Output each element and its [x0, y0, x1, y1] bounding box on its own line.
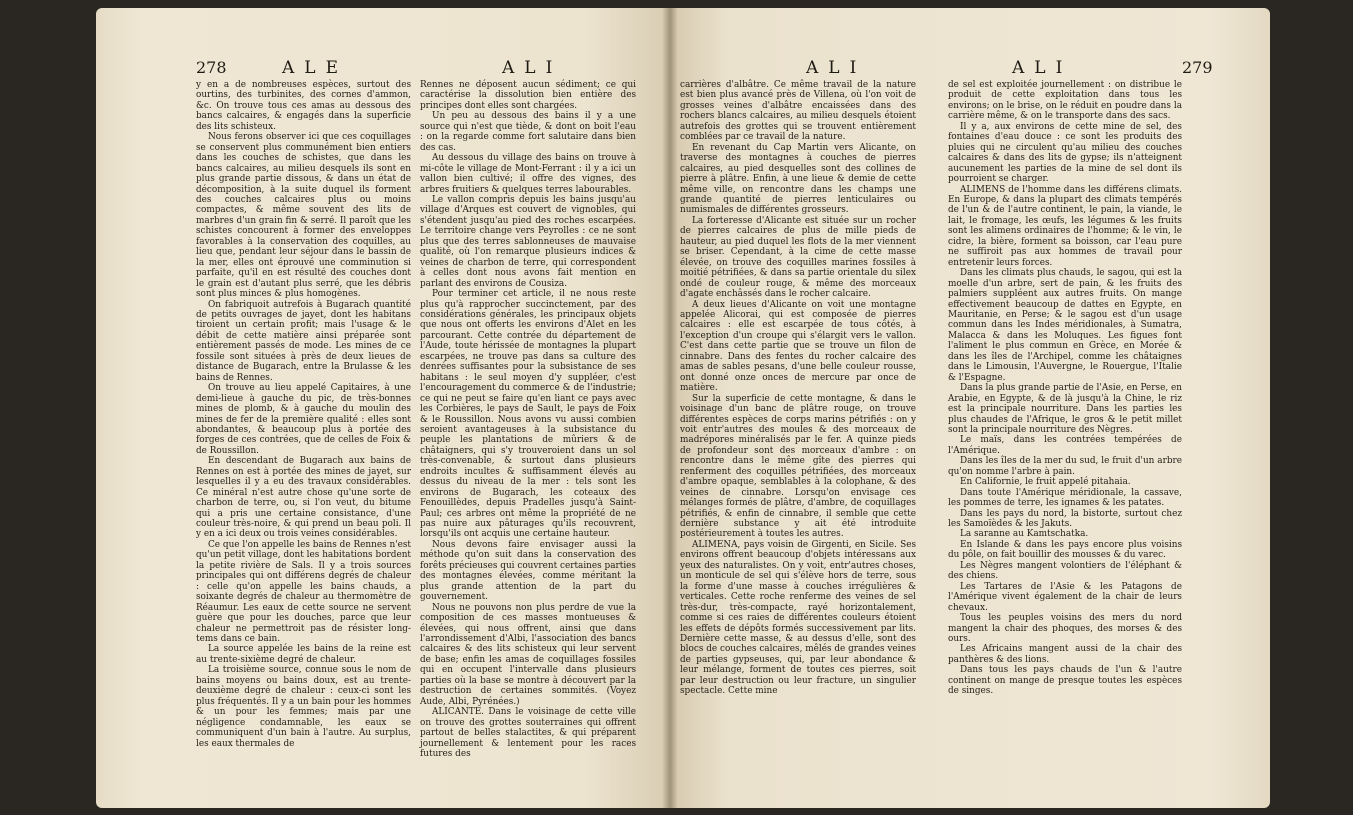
- paragraph: En Islande & dans les pays encore plus voisins du pôle, on fait bouillir des mousses & du varec.: [948, 539, 1182, 561]
- paragraph: y en a de nombreuses espèces, surtout des ourtins, des turbinites, des cornes d'ammon, &c. On trouve tous ces amas au dessous des bancs calcaires, & engagés dans la superficie des lits schisteux.: [196, 80, 411, 132]
- paragraph: Dans les climats plus chauds, le sagou, qui est la moelle d'un arbre, sert de pain, & les fruits des palmiers suppléent aux autres fruits. On mange effectivement beaucoup de dattes en Egypte, en Mauritanie, en Perse; & le sagou est d'un usage commun dans les Indes méridionales, à Sumatra, Malacca & dans les Moluques. Les figues font l'aliment le plus commun en Grèce, en Morée & dans les îles de l'Archipel, comme les châtaignes dans le Limousin, l'Auvergne, le Rouergue, l'Italie & l'Espagne.: [948, 268, 1182, 383]
- paragraph: de sel est exploitée journellement : on distribue le produit de cette exploitation dans tous les environs; on le brise, on le réduit en poudre dans la carrière même, & on le transporte dans des sacs.: [948, 80, 1182, 122]
- right-page: [670, 8, 1270, 808]
- paragraph: Les Nègres mangent volontiers de l'éléphant & des chiens.: [948, 560, 1182, 582]
- paragraph: Nous ferons observer ici que ces coquillages se conservent plus communément bien entiers dans les couches de schistes, que dans les bancs calcaires, au milieu desquels ils sont en plus grande partie dissous, & dans un état de décomposition, à la suite duquel ils forment des couches calcaires plus ou moins compactes, & même souvent des lits de marbres d'un grain fin & serré. Il paroît que les schistes concourent à former des enveloppes favorables à la conservation des coquilles, au lieu que, pendant leur séjour dans le bassin de la mer, elles ont éprouvé une comminution si parfaite, qu'il en est résulté des couches dont le grain est d'autant plus serré, que les débris sont plus minces & plus homogènes.: [196, 132, 411, 300]
- paragraph: Dans tous les pays chauds de l'un & l'autre continent on mange de presque toutes les espèces de singes.: [948, 665, 1182, 697]
- paragraph: Dans toute l'Amérique méridionale, la cassave, les pommes de terre, les ignames & les patates.: [948, 487, 1182, 509]
- paragraph: On fabriquoit autrefois à Bugarach quantité de petits ouvrages de jayet, dont les habitans tiroient un certain profit; mais l'usage & le débit de cette matière ainsi préparée sont entièrement passés de mode. Les mines de ce fossile sont situées à près de deux lieues de distance de Bugarach, entre la Brulasse & les bains de Rennes.: [196, 299, 411, 383]
- left-column-1: [196, 80, 411, 749]
- paragraph: carrières d'albâtre. Ce même travail de la nature est bien plus avancé près de Villena, où l'on voit de grosses veines d'albâtre encaissées dans des rochers blancs calcaires, au milieu desquels étoient autrefois des grottes qui se trouvent entièrement comblées par ce travail de la nature.: [680, 80, 916, 143]
- running-header-right-a: ALI: [806, 58, 867, 78]
- paragraph: La saranne au Kamtschatka.: [960, 529, 1089, 540]
- paragraph: Le maïs, dans les contrées tempérées de l'Amérique.: [948, 435, 1182, 456]
- running-header-right-b: ALI: [1012, 58, 1073, 78]
- paragraph: Au dessous du village des bains on trouve à mi-côte le village de Mont-Ferrant : il y a ici un vallon bien cultivé; il offre des vignes, des arbres fruitiers & quelques terres labourables.: [420, 153, 636, 195]
- paragraph: Sur la superficie de cette montagne, & dans le voisinage d'un banc de plâtre rouge, on trouve différentes espèces de corps marins pétrifiés : on y voit entr'autres des moules & des morceaux de madrépores minéralisés par le fer. A quinze pieds de profondeur sont des morceaux d'ambre : on rencontre dans le même gîte des pierres qui renferment des coquilles pétrifiées, des morceaux d'ambre opaque, semblables à la colophane, & des veines de cinnabre. Lorsqu'on envisage ces mélanges formés de plâtre, d'ambre, de coquillages pétrifiés, & enfin de cinnabre, il semble que cette dernière substance y ait été introduite postérieurement à toutes les autres.: [680, 393, 916, 540]
- page-number-right: 279: [1182, 58, 1213, 77]
- paragraph: ALIMENS de l'homme dans les différens climats. En Europe, & dans la plupart des climats tempérés de l'un & de l'autre continent, le pain, la viande, le lait, le fromage, les œufs, les légumes & les fruits sont les alimens ordinaires de l'homme; & le vin, le cidre, la bière, forment sa boisson, car l'eau pure ne suffiroit pas aux hommes de travail pour entretenir leurs forces.: [948, 184, 1182, 268]
- left-column-2: [420, 80, 636, 759]
- page-number-left: 278: [196, 58, 227, 77]
- paragraph: Les Tartares de l'Asie & les Patagons de l'Amérique vivent également de la chair de leurs chevaux.: [948, 581, 1182, 613]
- paragraph: En revenant du Cap Martin vers Alicante, on traverse des montagnes à couches de pierres calcaires, au pied desquelles sont des collines de pierre à plâtre. Enfin, à une lieue & demie de cette même ville, on rencontre dans les champs une grande quantité de pierres lenticulaires ou numismales de différentes grosseurs.: [680, 142, 916, 216]
- running-header-left-b: ALI: [502, 58, 563, 78]
- paragraph: On trouve au lieu appelé Capitaires, à une demi-lieue à gauche du pic, de très-bonnes mines de plomb, & à gauche du moulin des mines de fer de la première qualité : elles sont abondantes, & beaucoup plus à portée des forges de ces contrées, que de celles de Foix & de Roussillon.: [196, 383, 411, 456]
- paragraph: En Californie, le fruit appelé pitahaia.: [960, 477, 1131, 488]
- book-gutter: [662, 8, 678, 808]
- left-page: [96, 8, 670, 808]
- paragraph: Dans la plus grande partie de l'Asie, en Perse, en Arabie, en Egypte, & de là jusqu'à la Chine, le riz est la principale nourriture. Dans les parties les plus chaudes de l'Afrique, le gros & le petit millet sont la principale nourriture des Nègres.: [948, 383, 1182, 435]
- paragraph: Dans les îles de la mer du sud, le fruit d'un arbre qu'on nomme l'arbre à pain.: [948, 456, 1182, 477]
- paragraph: Nous devons faire envisager aussi la méthode qu'on suit dans la conservation des forêts précieuses qui couvrent certaines parties des montagnes élevées, comme méritant la plus grande attention de la part du gouvernement.: [420, 539, 636, 603]
- paragraph: Dans les pays du nord, la bistorte, surtout chez les Samoïèdes & les Jakuts.: [948, 508, 1182, 530]
- paragraph: En descendant de Bugarach aux bains de Rennes on est à portée des mines de jayet, sur lesquelles il y a eu des travaux considérables. Ce minéral n'est autre chose qu'une sorte de charbon de terre, ou, si l'on veut, du bitume qui a pris une certaine consistance, d'une couleur très-noire, & qui prend un beau poli. Il y en a ici deux ou trois veines considérables.: [196, 456, 411, 540]
- paragraph: Tous les peuples voisins des mers du nord mangent la chair des phoques, des morses & des ours.: [948, 613, 1182, 645]
- paragraph: Nous ne pouvons non plus perdre de vue la composition de ces masses montueuses & élevées, qui nous offrent, ainsi que dans l'arrondissement d'Albi, l'association des bancs calcaires & des lits schisteux qui leur servent de base; enfin les amas de coquillages fossiles qui en occupent l'intervalle dans plusieurs parties où la base se montre à découvert par la destruction de certaines sommités. (Voyez Aude, Albi, Pyrénées.): [420, 602, 636, 707]
- paragraph: Pour terminer cet article, il ne nous reste plus qu'à rapprocher succinctement, par des considérations générales, les principaux objets que nous ont offerts les environs d'Alet en les parcourant. Cette contrée du département de l'Aude, toute hérissée de montagnes la plupart escarpées, ne trouve pas dans sa culture des denrées suffisantes pour la subsistance de ses habitans : le seul moyen d'y suppléer, c'est l'encouragement du commerce & de l'industrie; ce qui ne peut se faire qu'en liant ce pays avec les Corbières, le pays de Sault, le pays de Foix & le Roussillon. Nous avons vu aussi combien seroient avantageuses à la subsistance du peuple les plantations de mûriers & de châtaigners, qui s'y trouveroient dans un sol très-convenable, & surtout dans plusieurs endroits incultes & suffisamment élevés au dessus du niveau de la mer : tels sont les environs de Bugarach, les coteaux des Fenouillèdes, depuis Pradelles jusqu'à Saint-Paul; ces arbres ont même la propriété de ne pas nuire aux pâturages qu'ils recouvrent, lorsqu'ils ont acquis une certaine hauteur.: [420, 289, 636, 540]
- right-column-1: [680, 80, 916, 697]
- paragraph: ALICANTE. Dans le voisinage de cette ville on trouve des grottes souterraines qui offrent partout de belles stalactites, & qui préparent journellement & lentement pour les races futures des: [420, 707, 636, 759]
- paragraph: Rennes ne déposent aucun sédiment; ce qui caractérise la dissolution bien entière des principes dont elles sont chargées.: [420, 80, 636, 111]
- paragraph: Il y a, aux environs de cette mine de sel, des fontaines d'eau douce : ce sont les produits des pluies qui ne circulent qu'au milieu des couches calcaires & dans des lits de gypse; ils n'atteignent aucunement les parties de la mine de sel dont ils pourroient se charger.: [948, 121, 1182, 185]
- paragraph: Un peu au dessous des bains il y a une source qui n'est que tiède, & dont on boit l'eau : on la regarde comme fort salutaire dans bien des cas.: [420, 111, 636, 153]
- paragraph: La forteresse d'Alicante est située sur un rocher de pierres calcaires de plus de mille pieds de hauteur, au pied duquel les flots de la mer viennent se briser. Cependant, à la cime de cette masse élevée, on trouve des coquilles marines fossiles à moitié pétrifiées, & dans sa partie orientale du silex ondé de couleur rouge, & même des morceaux d'agate enchâssés dans le rocher calcaire.: [680, 215, 916, 300]
- right-column-2: [948, 80, 1182, 697]
- paragraph: Ce que l'on appelle les bains de Rennes n'est qu'un petit village, dont les habitations bordent la petite rivière de Sals. Il y a trois sources principales qui ont différens degrés de chaleur : celle qu'on appelle les bains chauds, a soixante degrés de chaleur au thermomètre de Réaumur. Les eaux de cette source ne servent guère que pour les douches, parce que leur chaleur ne permettroit pas de résister long-tems dans ce bain.: [196, 539, 411, 645]
- paragraph: Le vallon compris depuis les bains jusqu'au village d'Arques est couvert de vignobles, qui s'étendent jusqu'au pied des roches escarpées. Le territoire change vers Peyrolles : ce ne sont plus que des terres sablonneuses de mauvaise qualité, où l'on remarque plusieurs indices & veines de charbon de terre, qui correspondent à celles dont nous avons fait mention en parlant des environs de Cousiza.: [420, 194, 636, 289]
- running-header-left-a: ALE: [282, 58, 348, 78]
- paragraph: A deux lieues d'Alicante on voit une montagne appelée Alicorai, qui est composée de pierres calcaires : elle est escarpée de tous côtés, à l'exception d'un croupe qui s'élargit vers le vallon. C'est dans cette partie que se trouve un filon de cinnabre. Dans des fentes du rocher calcaire des amas de sables pesans, d'une belle couleur rousse, ont donné onze onces de mercure par once de matière.: [680, 299, 916, 394]
- paragraph: La source appelée les bains de la reine est au trente-sixième degré de chaleur.: [196, 644, 411, 665]
- paragraph: Les Africains mangent aussi de la chair des panthères & des lions.: [948, 644, 1182, 665]
- paragraph: ALIMENA, pays voisin de Girgenti, en Sicile. Ses environs offrent beaucoup d'objets intéressans aux yeux des naturalistes. On y voit, entr'autres choses, un monticule de sel qui s'élève hors de terre, sous la forme d'une masse à couches irrégulières & verticales. Cette roche renferme des veines de sel très-dur, très-compacte, rayé horizontalement, comme si ces raies de différentes couleurs étoient les effets de dépôts formés successivement par lits. Dernière cette masse, & au dessus d'elle, sont des blocs de couches calcaires, mêlés de grandes veines de parties gypseuses, qui, par leur abondance & leur mélange, forment de toutes ces pierres, soit par leur destruction ou leur fracture, un singulier spectacle. Cette mine: [680, 539, 916, 697]
- paragraph: La troisième source, connue sous le nom de bains moyens ou bains doux, est au trente-deuxième degré de chaleur : ceux-ci sont les plus fréquentés. Il y a un bain pour les hommes & un pour les femmes; mais par une négligence condamnable, les eaux se communiquent d'un bain à l'autre. Au surplus, les eaux thermales de: [196, 665, 411, 749]
